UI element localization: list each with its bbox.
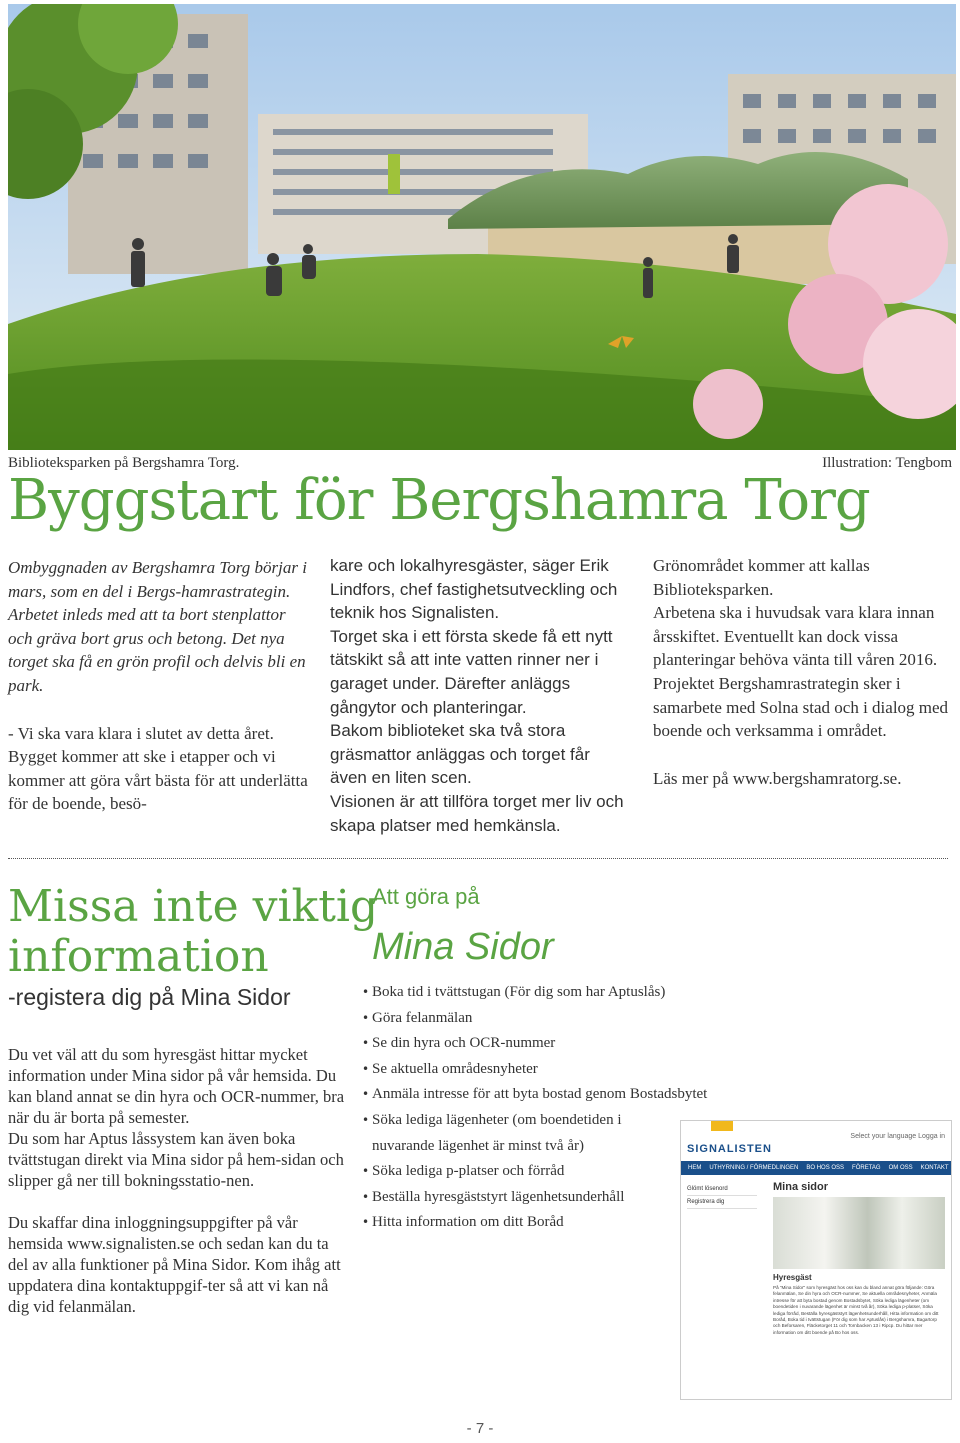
page-number: - 7 - xyxy=(466,1420,494,1437)
hero-caption: Biblioteksparken på Bergshamra Torg. xyxy=(8,455,240,471)
article-paragraph: Grönområdet kommer att kallas Biblioteksparken. xyxy=(653,556,870,599)
missa-heading-line: Missa inte viktig xyxy=(8,881,379,932)
site-page-title: Mina sidor xyxy=(773,1181,829,1193)
missa-heading xyxy=(8,882,378,982)
list-item: • Göra felanmälan xyxy=(362,1006,707,1032)
site-sidebar xyxy=(687,1183,757,1209)
missa-paragraph: Du skaffar dina inloggningsuppgifter på vår hemsida www.signalisten.se och sedan kan du ta del av alla funktioner på Mina Sidor. Kom ihåg att uppdatera dina kontaktuppgif-ter så att vi kan nå dig vid felanmälan. xyxy=(8,1213,341,1316)
site-nav-item: BO HOS OSS xyxy=(806,1165,845,1171)
article-paragraph: Arbetena ska i huvudsak vara klara innan årsskiftet. Eventuellt kan dock vissa planteringar behöva vänta till våren 2016. xyxy=(653,603,938,670)
article-column-1 xyxy=(8,556,310,816)
site-nav-item: HEM xyxy=(688,1165,702,1171)
article-paragraph: Därefter anläggs gångytor och planteringar. xyxy=(330,673,571,717)
missa-body xyxy=(8,1044,346,1317)
site-nav-item: KONTAKT xyxy=(920,1165,949,1171)
article-paragraph: Torget ska i ett första skede få ett nytt tätskikt så att inte vatten rinner ner i garaget under. xyxy=(330,626,613,693)
article-paragraph: Bakom biblioteket ska två stora gräsmattor anläggas och torget får även en liten scen. xyxy=(330,721,590,788)
site-banner-image xyxy=(773,1197,945,1269)
article-headline: Byggstart för Bergshamra Torg xyxy=(8,468,870,533)
list-item: • Boka tid i tvättstugan (För dig som har Aptuslås) xyxy=(362,980,707,1006)
missa-subheading: -registera dig på Mina Sidor xyxy=(8,984,291,1010)
article-paragraph: kare och lokalhyresgäster, säger Erik Lindfors, chef fastighetsutveckling och teknik hos Signalisten. xyxy=(330,556,618,623)
site-header xyxy=(681,1121,951,1161)
site-nav-item: UTHYRNING / FÖRMEDLINGEN xyxy=(709,1165,799,1171)
site-section-title: Hyresgäst xyxy=(773,1273,812,1282)
article-column-3 xyxy=(653,554,953,790)
site-sidebar-item: Registrera dig xyxy=(687,1196,757,1209)
list-item: • Se aktuella områdesnyheter xyxy=(362,1057,707,1083)
site-nav xyxy=(681,1161,951,1175)
article-paragraph: Visionen är att tillföra torget mer liv och skapa platser med hemkänsla. xyxy=(330,791,624,835)
todo-heading-small: Att göra på xyxy=(372,884,480,909)
website-screenshot xyxy=(680,1120,952,1400)
site-logo: SIGNALISTEN xyxy=(687,1143,772,1155)
illustration-credit: Illustration: Tengbom xyxy=(822,455,952,471)
missa-paragraph: Du vet väl att du som hyresgäst hittar mycket information under Mina sidor på vår hemsida. Du kan bland annat se din hyra och OCR-nummer, bra när du är borta på semester. xyxy=(8,1045,345,1127)
hero-illustration xyxy=(8,4,956,450)
site-nav-item: FÖRETAG xyxy=(852,1165,881,1171)
article-column-2 xyxy=(330,554,630,837)
missa-heading-line: information xyxy=(8,931,269,982)
list-item: • Hitta information om ditt Boråd xyxy=(362,1210,707,1236)
todo-list xyxy=(362,980,707,1236)
list-item: • Söka lediga lägenheter (om boendetiden i xyxy=(362,1108,707,1134)
logo-mark xyxy=(711,1121,733,1131)
list-item: • Anmäla intresse för att byta bostad genom Bostadsbytet xyxy=(362,1082,707,1108)
list-item: • Beställa hyresgäststyrt lägenhetsunderhåll xyxy=(362,1185,707,1211)
article-lead: Ombyggnaden av Bergshamra Torg börjar i mars, som en del i Bergs-hamrastrategin. Arbetet inleds med att ta bort stenplattor och gräva bort grus och betong. Det nya torget ska få en grön profil och delvis bli en park. xyxy=(8,558,307,695)
list-item: nuvarande lägenhet är minst två år) xyxy=(372,1137,584,1154)
site-nav-item: OM OSS xyxy=(888,1165,913,1171)
article-paragraph: Projektet Bergshamrastrategin sker i samarbete med Solna stad och i dialog med boende och verksamma i området. xyxy=(653,673,949,741)
list-item: • Se din hyra och OCR-nummer xyxy=(362,1031,707,1057)
site-sidebar-item: Glömt lösenord xyxy=(687,1183,757,1196)
list-item: • Söka lediga p-platser och förråd xyxy=(362,1159,707,1185)
article-link[interactable]: Läs mer på www.bergshamratorg.se. xyxy=(653,768,902,788)
site-language-login: Select your language Logga in xyxy=(850,1133,945,1140)
article-paragraph: - Vi ska vara klara i slutet av detta året. Bygget kommer att ske i etapper och vi kommer att göra vårt bästa för att underlätta för de boende, besö- xyxy=(8,723,308,814)
section-divider xyxy=(8,858,948,859)
site-body-text: På "Mina Sidor" som hyresgäst hos oss kan du bland annat göra följande: Göra felanmälan, Se din hyra och OCR-nummer, Se aktuella områdesnyheter, Anmäla intresse för att byta bostad genom Bostadsbytet, Söka lediga lägenheter (om boendetiden i nuvarande lägenhet är minst två år), Söka lediga p-platser, Söka lediga förråd, Beställa hyresgäststyrt lägenhetsunderhåll, Hitta information om ditt Boråd, Boka tid i tvättstugan (För dig som har Aptuslås) i Bergshamra, Bagartorp och Beforsaren, Fläcketorget 11 och Tornbacken 13 i Ripcp. Du hittar mer information om ditt boende på Bo hos oss. xyxy=(773,1285,939,1335)
todo-heading-large: Mina Sidor xyxy=(372,926,554,968)
missa-paragraph: Du som har Aptus låssystem kan även boka tvättstugan direkt via Mina sidor på hem-sidan och slipper gå ner till bokningsstatio-nen. xyxy=(8,1129,344,1190)
